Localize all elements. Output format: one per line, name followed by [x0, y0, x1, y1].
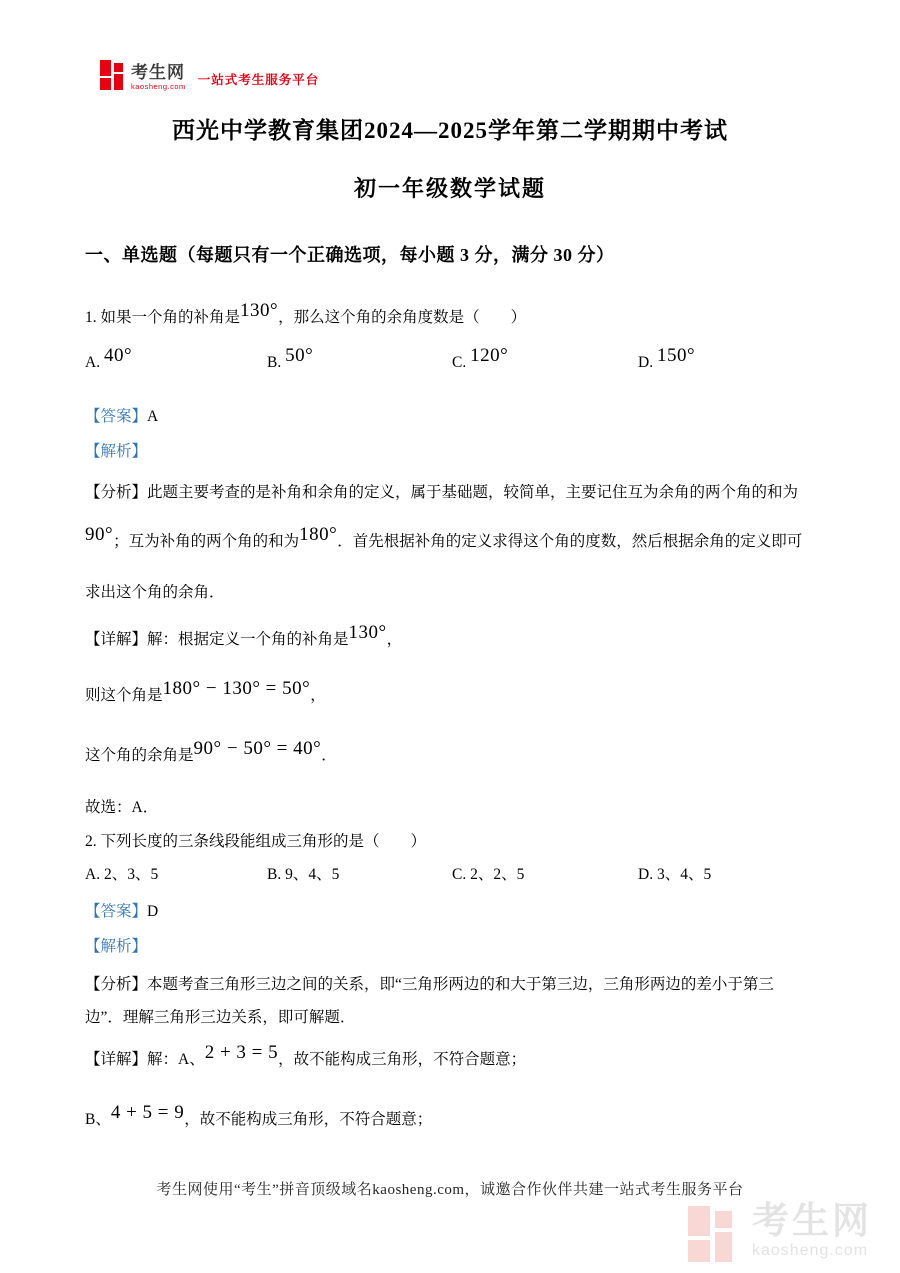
q1-jiexi-label: 【解析】 [85, 443, 148, 460]
q1-detail-math1: 130° [348, 622, 387, 643]
q1-option-c-label: C. [452, 354, 467, 371]
logo-brand-text: 考生网 [131, 62, 185, 82]
q1-option-b [267, 345, 452, 372]
q1-option-a [85, 345, 267, 372]
q1-detail-label: 【详解】 [85, 631, 148, 648]
q1-analysis-line1 [85, 478, 815, 508]
logo-domain-text: kaosheng.com [131, 81, 186, 91]
watermark-logo-icon [688, 1202, 742, 1264]
q2-option-a-value: 2、3、5 [103, 866, 159, 883]
kaosheng-logo [100, 58, 319, 90]
q2-detailB-tail: ，故不能构成三角形，不符合题意； [184, 1111, 433, 1128]
q1-detail-line2 [85, 674, 815, 711]
q1-conclusion: 故选：A． [85, 799, 159, 816]
q2-detailA-math: 2 + 3 = 5 [204, 1042, 279, 1063]
q1-analysis-text1: 此题主要考查的是补角和余角的定义，属于基础题，较简单，主要记住互为余角的两个角的和为 [147, 484, 799, 501]
watermark-domain-text: kaosheng.com [752, 1242, 869, 1259]
q1-option-d [638, 345, 815, 372]
q1-stem-math: 130° [240, 300, 279, 321]
q2-option-c [452, 862, 638, 884]
q1-analysis-line2 [85, 520, 815, 557]
footer-text: 考生网使用“考生”拼音顶级域名kaosheng.com，诚邀合作伙伴共建一站式考生服务平台 [156, 1182, 744, 1198]
q1-option-b-label: B. [267, 354, 282, 371]
q1-answer-row [85, 402, 815, 432]
watermark-brand-text: 考生网 [752, 1200, 872, 1241]
q2-option-c-label: C. [452, 866, 467, 883]
q2-detailA-text: 解：A、 [147, 1051, 205, 1068]
q1-answer-value: A [147, 408, 159, 425]
q1-option-c-value: 120° [470, 345, 509, 366]
q1-jiexi-row [85, 437, 815, 467]
q2-option-d-value: 3、4、5 [656, 866, 712, 883]
q2-jiexi-row [85, 932, 815, 962]
q1-analysis-line3: 求出这个角的余角． [85, 584, 225, 601]
q1-detail-line3 [85, 734, 815, 771]
q1-option-a-label: A. [85, 354, 101, 371]
q1-detail-line1 [85, 618, 815, 655]
q1-detail-tail1: ， [386, 631, 403, 648]
q1-detail-tail2: ， [310, 687, 326, 704]
q1-analysis-label: 【分析】 [85, 484, 148, 501]
question-1-options [85, 345, 815, 372]
q1-option-c [452, 345, 638, 372]
q2-detail-label: 【详解】 [85, 1051, 148, 1068]
q1-option-d-value: 150° [656, 345, 696, 366]
q2-jiexi-label: 【解析】 [85, 938, 148, 955]
q1-answer-label: 【答案】 [85, 408, 148, 425]
q2-option-a-label: A. [85, 866, 101, 883]
q2-detail-lineA [85, 1038, 815, 1075]
q1-analysis-text3: ．首先根据补角的定义求得这个角的度数，然后根据余角的定义即可 [337, 533, 803, 550]
q2-answer-row [85, 897, 815, 927]
q2-analysis [85, 968, 815, 1034]
q2-detail-lineB [85, 1098, 815, 1135]
q2-detailB-text: B、 [85, 1111, 111, 1128]
q1-detail-text2: 则这个角是 [85, 687, 163, 704]
exam-subtitle: 初一年级数学试题 [353, 176, 546, 201]
kaosheng-logo-icon [100, 58, 126, 90]
question-1-stem [85, 296, 815, 333]
q1-option-d-label: D. [638, 354, 654, 371]
logo-tagline: 一站式考生服务平台 [197, 73, 320, 87]
q2-analysis-label: 【分析】 [85, 976, 148, 993]
q2-analysis-line2: 边”．理解三角形三边关系，即可解题． [85, 1009, 356, 1026]
q2-answer-label: 【答案】 [85, 903, 148, 920]
q2-option-c-value: 2、2、5 [470, 866, 525, 883]
q1-analysis-text2: ；互为补角的两个角的和为 [113, 533, 300, 550]
q1-stem-text: 1. 如果一个角的补角是 [85, 309, 241, 326]
q1-option-a-value: 40° [103, 345, 133, 366]
kaosheng-watermark [688, 1202, 872, 1264]
exam-title: 西光中学教育集团2024—2025学年第二学期期中考试 [172, 118, 728, 143]
question-2-options [85, 862, 815, 884]
q2-option-b-label: B. [267, 866, 282, 883]
q2-option-b-value: 9、4、5 [285, 866, 340, 883]
q1-detail-text1: 解：根据定义一个角的补角是 [147, 631, 349, 648]
q2-detailA-tail: ，故不能构成三角形，不符合题意； [278, 1051, 527, 1068]
q2-option-d-label: D. [638, 866, 654, 883]
question-2-stem: 2. 下列长度的三条线段能组成三角形的是（ ） [85, 833, 427, 850]
q1-analysis-math1: 90° [85, 524, 114, 545]
q2-answer-value: D [147, 903, 159, 920]
q1-detail-text3: 这个角的余角是 [85, 747, 194, 764]
q1-detail-math3: 90° − 50° = 40° [193, 738, 322, 759]
q2-option-b [267, 862, 452, 884]
q2-option-a [85, 862, 267, 884]
q1-analysis-math2: 180° [299, 524, 338, 545]
logo-brand-box [131, 64, 186, 91]
q1-detail-math2: 180° − 130° = 50° [162, 678, 311, 699]
q1-option-b-value: 50° [285, 345, 314, 366]
watermark-text-box [752, 1202, 872, 1259]
q1-detail-tail3: ． [321, 747, 337, 764]
section-heading: 一、单选题（每题只有一个正确选项，每小题 3 分，满分 30 分） [85, 245, 615, 265]
q2-option-d [638, 862, 815, 884]
q1-stem-tail: ，那么这个角的余角度数是（ ） [278, 309, 527, 326]
q2-analysis-line1: 本题考查三角形三边之间的关系，即“三角形两边的和大于第三边，三角形两边的差小于第三 [147, 976, 774, 993]
q2-detailB-math: 4 + 5 = 9 [110, 1102, 185, 1123]
